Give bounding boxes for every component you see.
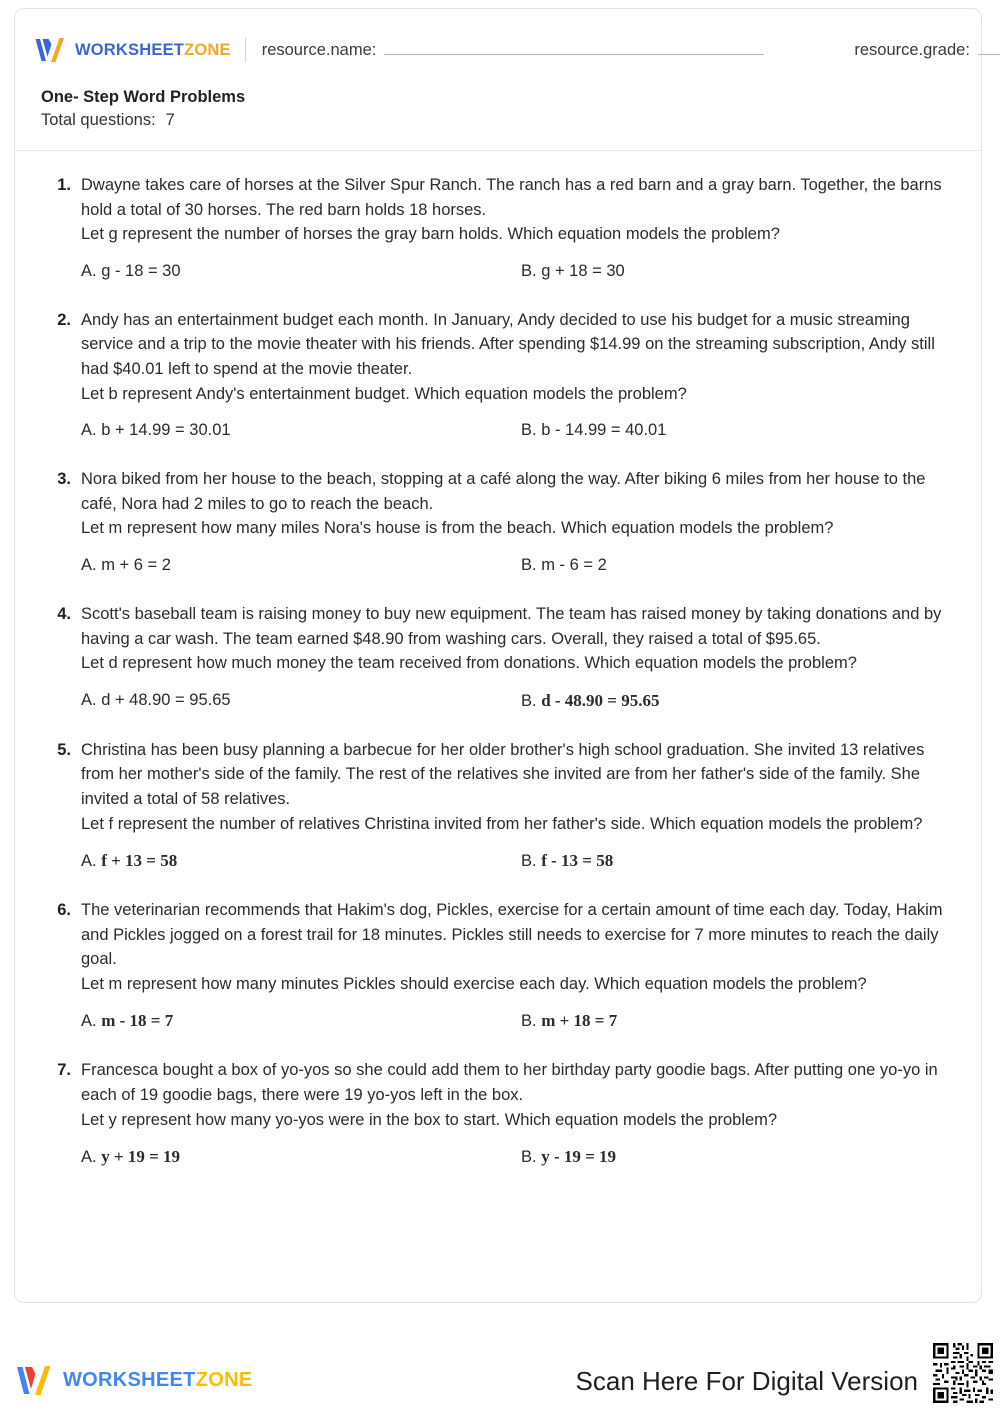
option-a-equation: d + 48.90 = 95.65 [101,690,231,709]
question-text: Scott's baseball team is raising money to buy new equipment. The team has raised money by taking donations and by having a car wash. The team earned $48.90 from washing cars. Overall, they raised a total of $95.65. [81,604,942,648]
worksheetzone-logo-icon [33,36,67,64]
header-row [15,9,981,67]
answer-options [81,262,951,281]
option-a-label: A. [81,1148,97,1167]
question-body [81,1058,951,1189]
option-b-label: B. [521,421,537,440]
option-b-label: B. [521,1012,537,1031]
question-prompt: Let m represent how many minutes Pickles should exercise each day. Which equation models the problem? [81,974,867,993]
worksheet-header [15,9,981,151]
option-a-label: A. [81,261,97,280]
option-a-equation: f + 13 = 58 [101,851,178,871]
question-number: 4. [57,604,71,623]
answer-options [81,556,951,575]
option-a-label: A. [81,690,97,709]
brand-name-part2: ZONE [184,40,231,59]
answer-option-a[interactable] [81,851,521,871]
footer-brand-name-part1: WORKSHEET [63,1369,196,1391]
student-grade-input-line[interactable] [978,40,1000,55]
answer-option-a[interactable] [81,262,521,281]
option-a-equation: g - 18 = 30 [101,261,181,280]
worksheetzone-logo-icon [14,1364,54,1397]
option-b-label: B. [521,1148,537,1167]
question-body [81,602,951,733]
question-text: Nora biked from her house to the beach, stopping at a café along the way. After biking 6 miles from her house to the café, Nora had 2 miles to go to reach the beach. [81,470,926,513]
student-grade-label: resource.grade: [854,41,970,59]
total-questions [41,108,981,134]
question-item [51,173,951,303]
question-prompt: Let m represent how many miles Nora's house is from the beach. Which equation models the problem? [81,519,834,538]
option-b-label: B. [521,555,537,574]
answer-option-a[interactable] [81,691,521,711]
title-block [15,67,981,133]
question-prompt: Let g represent the number of horses the gray barn holds. Which equation models the problem? [81,225,780,244]
option-a-label: A. [81,555,97,574]
option-b-equation: m - 6 = 2 [541,555,607,574]
question-item [51,898,951,1053]
option-b-equation: g + 18 = 30 [541,261,625,280]
total-questions-label: Total questions: [41,110,156,129]
answer-options [81,421,951,440]
question-text: Christina has been busy planning a barbecue for her older brother's high school graduation. She invited 13 relatives from her mother's side of the family. The rest of the relatives she invited are from her father's side of the family. She invited a total of 58 relatives. [81,740,925,808]
answer-options [81,1147,951,1167]
option-b-label: B. [521,852,537,871]
qr-code-icon[interactable] [928,1338,998,1410]
question-item [51,1058,951,1189]
option-b-equation: m + 18 = 7 [541,1011,618,1031]
answer-option-a[interactable] [81,421,521,440]
question-body [81,308,951,462]
question-item [51,467,951,597]
page-footer [0,1356,1000,1414]
scan-prompt-text: Scan Here For Digital Version [575,1366,918,1396]
question-number: 1. [57,176,71,194]
option-a-equation: b + 14.99 = 30.01 [101,421,231,440]
question-text: Andy has an entertainment budget each month. In January, Andy decided to use his budget for a music streaming service and a trip to the movie theater with his friends. After spending $14.99 on the streaming subscription, Andy still had $40.01 left to spend at the movie theater. [81,310,935,378]
student-grade-field[interactable] [854,40,1000,60]
worksheet-card [14,8,982,1303]
answer-options [81,1011,951,1031]
footer-brand-name-part2: ZONE [195,1369,253,1391]
question-number: 6. [57,901,71,920]
brand-name-part1: WORKSHEET [75,40,185,59]
question-item [51,308,951,462]
answer-option-b[interactable] [521,556,607,575]
answer-option-a[interactable] [81,556,521,575]
total-questions-count: 7 [165,110,175,129]
answer-option-b[interactable] [521,421,666,440]
question-number: 7. [57,1061,71,1080]
footer-brand-name [63,1369,252,1392]
question-prompt: Let y represent how many yo-yos were in the box to start. Which equation models the problem? [81,1110,778,1129]
question-number: 3. [57,470,71,489]
answer-options [81,691,951,711]
question-prompt: Let b represent Andy's entertainment budget. Which equation models the problem? [81,384,687,403]
question-text: Francesca bought a box of yo-yos so she could add them to her birthday party goodie bags. After putting one yo-yo in each of 19 goodie bags, there were 19 yo-yos left in the box. [81,1061,938,1105]
answer-option-b[interactable] [521,691,660,711]
option-a-equation: m - 18 = 7 [101,1011,174,1031]
answer-option-a[interactable] [81,1147,521,1167]
student-name-input-line[interactable] [384,40,764,55]
option-a-label: A. [81,852,97,871]
question-body [81,898,951,1053]
answer-option-b[interactable] [521,262,625,281]
answer-option-a[interactable] [81,1011,521,1031]
option-b-equation: f - 13 = 58 [541,851,614,871]
option-b-equation: d - 48.90 = 95.65 [541,690,660,710]
answer-option-b[interactable] [521,851,613,871]
answer-option-b[interactable] [521,1011,617,1031]
question-number: 2. [57,310,71,329]
answer-option-b[interactable] [521,1147,616,1167]
option-a-equation: y + 19 = 19 [101,1147,181,1167]
option-b-label: B. [521,691,537,710]
option-b-label: B. [521,261,537,280]
question-item [51,602,951,733]
question-body [81,738,951,893]
question-text: Dwayne takes care of horses at the Silver Spur Ranch. The ranch has a red barn and a gray barn. Together, the barns hold a total of 30 horses. The red barn holds 18 horses. [81,176,942,219]
question-item [51,738,951,893]
footer-brand-logo [14,1364,252,1397]
answer-options [81,851,951,871]
option-b-equation: b - 14.99 = 40.01 [541,421,667,440]
option-a-label: A. [81,421,97,440]
student-name-field[interactable] [262,40,765,60]
questions-list [15,151,981,1189]
question-body [81,173,951,303]
question-text: The veterinarian recommends that Hakim's dog, Pickles, exercise for a certain amount of time each day. Today, Hakim and Pickles jogged on a forest trail for 18 minutes. Pickles still needs to exercise for 7 more minutes to reach the daily goal. [81,901,943,969]
brand-name [75,41,231,60]
option-b-equation: y - 19 = 19 [541,1147,617,1167]
page-title: One- Step Word Problems [41,88,246,106]
option-a-equation: m + 6 = 2 [101,555,171,574]
brand-logo [33,36,231,64]
question-body [81,467,951,597]
question-number: 5. [57,740,71,759]
question-prompt: Let f represent the number of relatives Christina invited from her father's side. Which equation models the problem? [81,814,923,833]
question-prompt: Let d represent how much money the team received from donations. Which equation models the problem? [81,654,857,673]
header-divider [245,38,246,62]
student-name-label: resource.name: [261,41,377,59]
option-a-label: A. [81,1012,97,1031]
